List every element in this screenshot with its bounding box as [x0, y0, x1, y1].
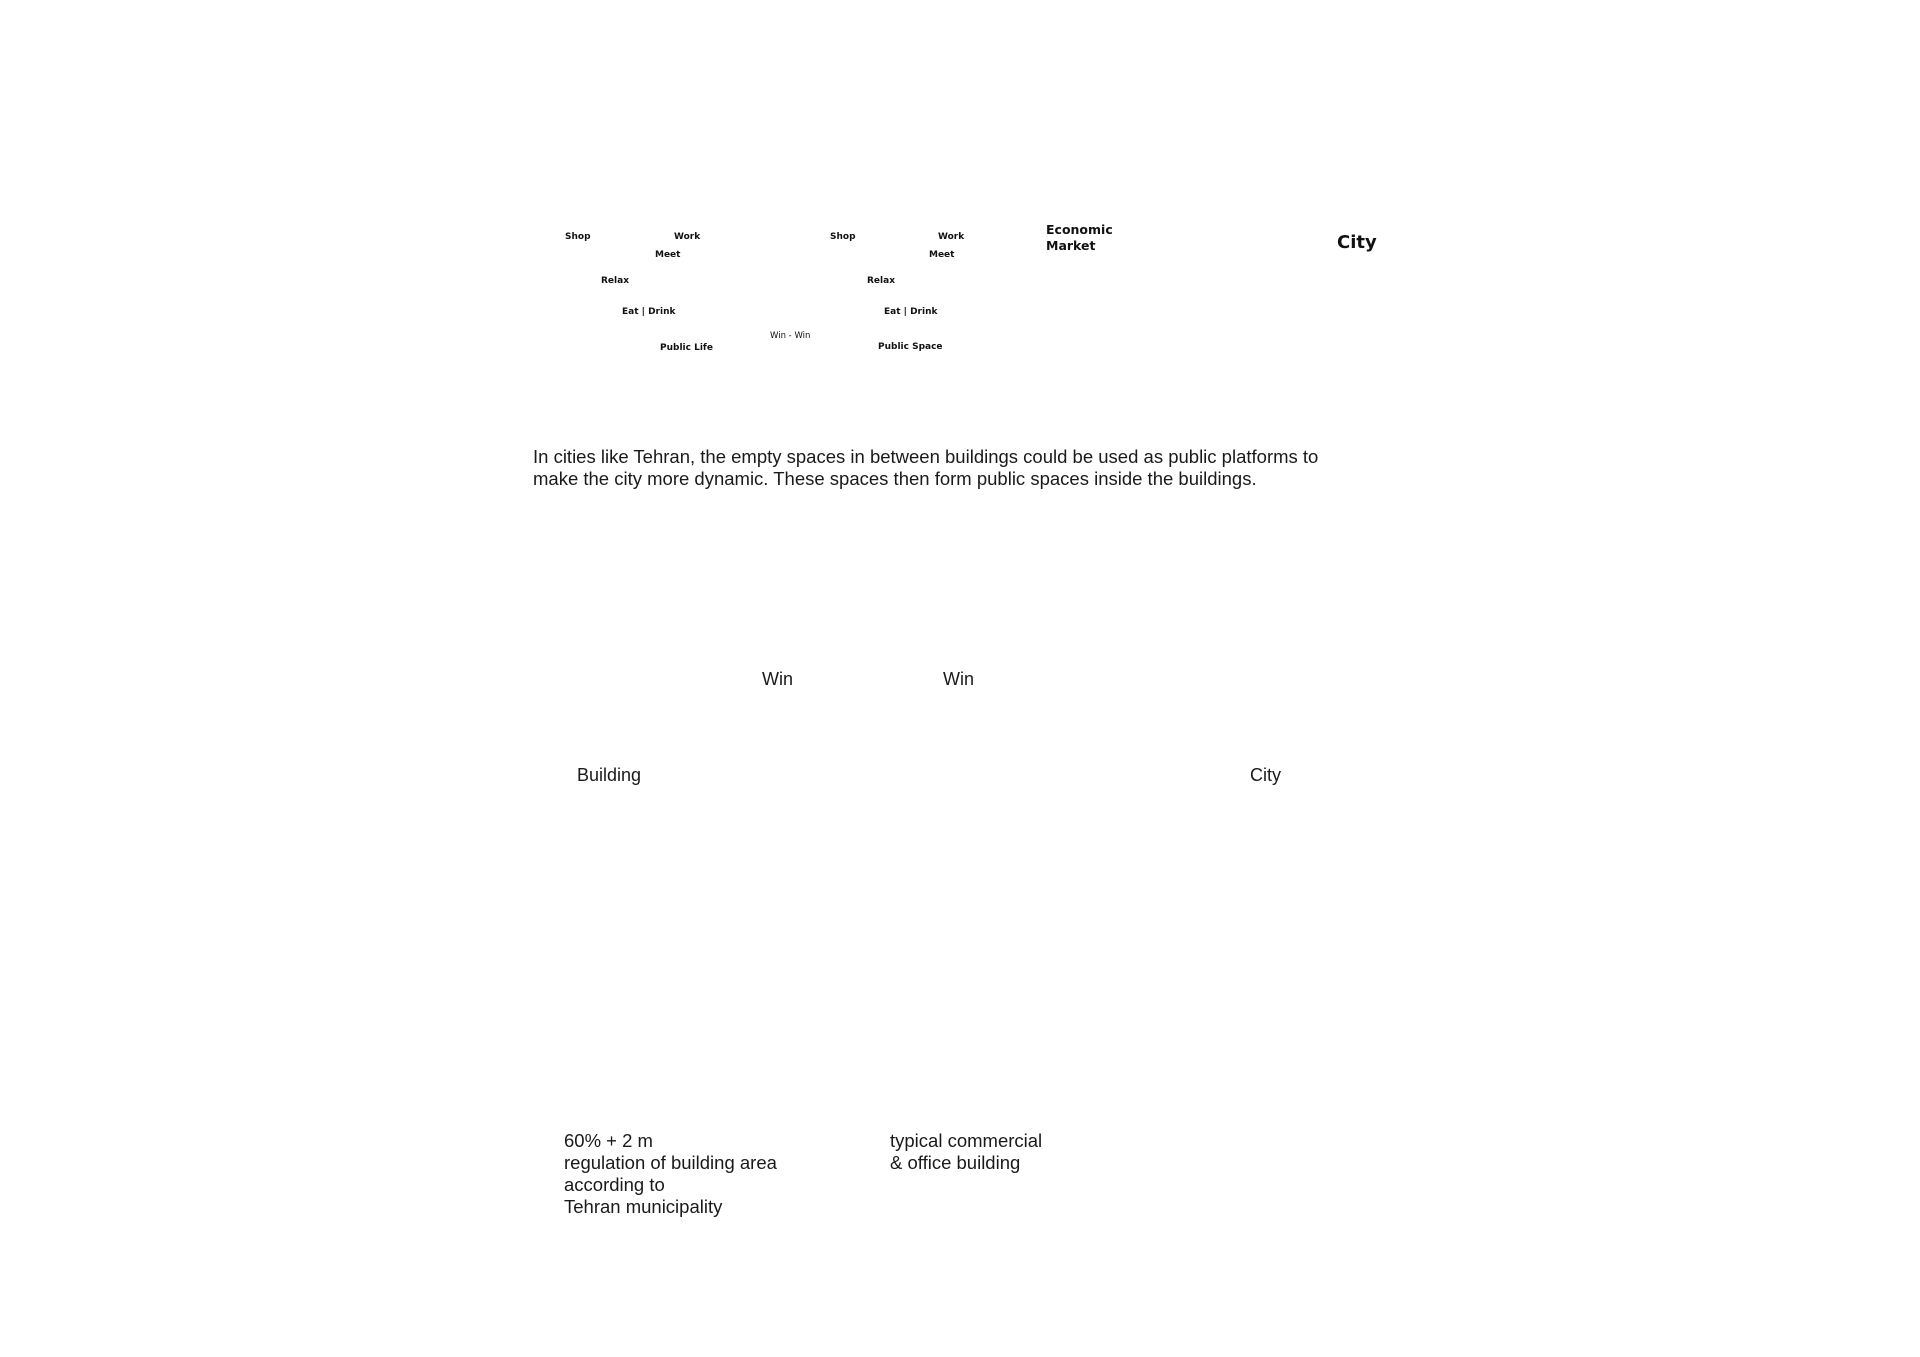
caption-regulation-line-2: regulation of building area — [564, 1152, 777, 1173]
ring-label-shop-right: Shop — [830, 232, 856, 242]
ring-label-work-right: Work — [938, 232, 965, 242]
city-label: City — [1250, 765, 1281, 785]
ring-label-eatdrink-right: Eat | Drink — [884, 307, 938, 317]
ring-label-shop-left: Shop — [565, 232, 591, 242]
caption-typical-line-1: typical commercial — [890, 1130, 1043, 1151]
caption-typical-line-2: & office building — [890, 1152, 1021, 1173]
person-small-icon — [859, 165, 867, 213]
city-circle-label: City — [1337, 232, 1377, 253]
building-label: Building — [577, 765, 642, 785]
public-life-label: Public Life — [660, 343, 713, 353]
public-space-label: Public Space — [878, 342, 943, 352]
caption-regulation-line-3: according to — [564, 1174, 665, 1195]
ring-label-relax-right: Relax — [867, 276, 895, 286]
economic-label: Economic — [1046, 222, 1113, 237]
paragraph-line-2: make the city more dynamic. These spaces then form public spaces inside the buildings. — [533, 468, 1257, 489]
market-label: Market — [1046, 238, 1096, 253]
ring-label-meet-left: Meet — [655, 250, 681, 260]
win-left-label: Win — [762, 669, 793, 689]
plot-parallelogram — [537, 945, 786, 1099]
proposed-building-block — [1131, 836, 1385, 1101]
city-skyline — [1068, 635, 1404, 750]
caption-regulation-line-1: 60% + 2 m — [564, 1130, 653, 1151]
win-win-label: Win - Win — [770, 331, 811, 341]
ring-label-meet-right: Meet — [929, 250, 955, 260]
ring-label-work-left: Work — [674, 232, 701, 242]
ring-label-relax-left: Relax — [601, 276, 629, 286]
win-right-label: Win — [943, 669, 974, 689]
person-icon — [633, 189, 645, 265]
tree-icon — [678, 1021, 764, 1079]
caption-regulation-line-4: Tehran municipality — [564, 1196, 723, 1217]
cube-icon — [888, 222, 926, 268]
office-building-block — [824, 836, 1075, 1094]
caption-typical — [890, 1130, 1042, 1174]
paragraph-line-1: In cities like Tehran, the empty spaces in between buildings could be used as public platforms to — [533, 446, 1319, 467]
smiley-icon — [856, 648, 878, 670]
caption-regulation — [564, 1130, 777, 1218]
description-paragraph — [533, 446, 1393, 490]
ring-label-eatdrink-left: Eat | Drink — [622, 307, 676, 317]
